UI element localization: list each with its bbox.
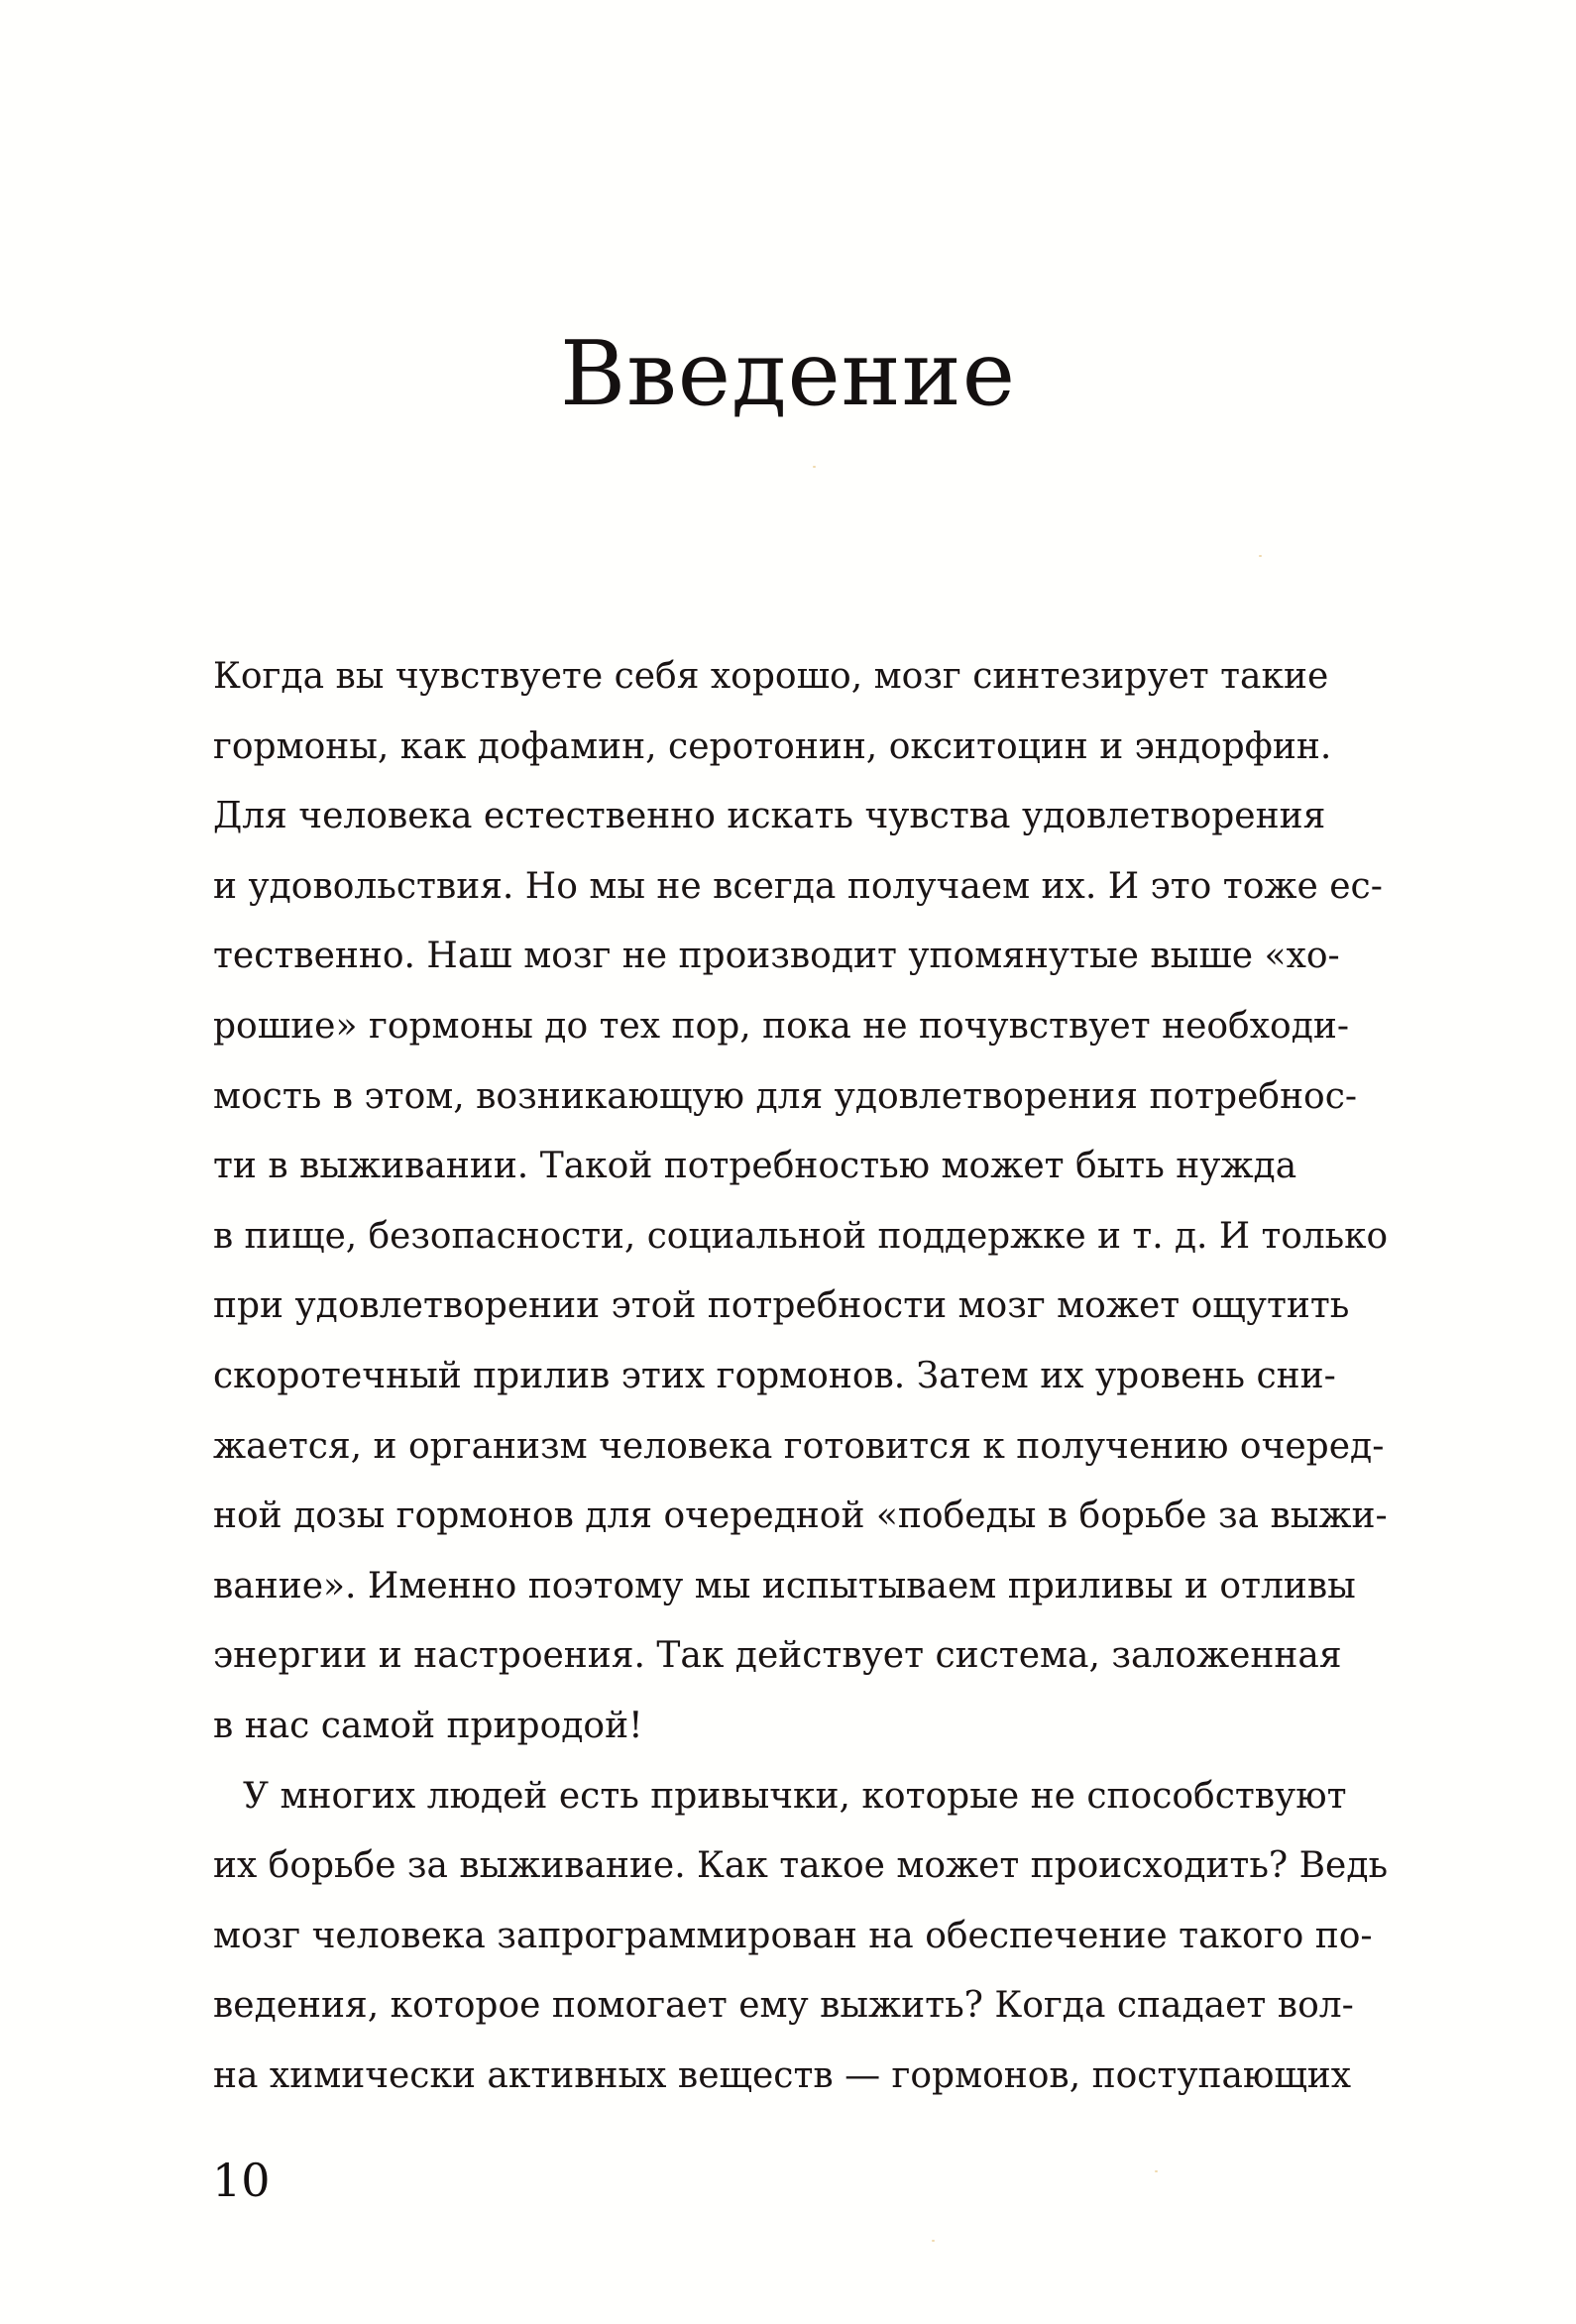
page-number: 10 [212,2154,271,2207]
text-line: их борьбе за выживание. Как такое может происходить? Ведь [213,1845,1389,1887]
text-line: ведения, которое помогает ему выжить? Когда спадает вол- [213,1985,1354,2027]
scan-speck [1259,555,1262,557]
text-line: жается, и организм человека готовится к получению очеред- [213,1425,1385,1467]
text-line: мозг человека запрограммирован на обеспечение такого по- [213,1915,1373,1956]
scan-speck [1155,2170,1158,2172]
text-line: тественно. Наш мозг не производит упомянутые выше «хо- [213,936,1340,977]
text-line: Для человека естественно искать чувства удовлетворения [213,796,1326,837]
text-line: вание». Именно поэтому мы испытываем приливы и отливы [213,1565,1356,1606]
body-text [213,642,1452,2111]
text-line: гормоны, как дофамин, серотонин, окситоцин и эндорфин. [213,725,1332,767]
paragraph [213,642,1452,1762]
chapter-title: Введение [560,322,1016,426]
text-line: в нас самой природой! [213,1705,643,1746]
text-line: в пище, безопасности, социальной поддержке и т. д. И только [213,1215,1389,1257]
text-line: энергии и настроения. Так действует система, заложенная [213,1635,1342,1677]
text-line: скоротечный прилив этих гормонов. Затем их уровень сни- [213,1355,1336,1396]
text-line: мость в этом, возникающую для удовлетворения потребнос- [213,1075,1358,1117]
text-line: У многих людей есть привычки, которые не способствуют [243,1775,1347,1817]
paragraph [213,1762,1452,2112]
scan-speck [813,466,816,468]
scan-speck [932,2240,935,2242]
text-line: при удовлетворении этой потребности мозг может ощутить [213,1285,1350,1327]
text-line: на химически активных веществ — гормонов, поступающих [213,2054,1352,2096]
text-line: ной дозы гормонов для очередной «победы в борьбе за выжи- [213,1495,1388,1537]
text-line: Когда вы чувствуете себя хорошо, мозг синтезирует такие [213,656,1329,697]
text-line: рошие» гормоны до тех пор, пока не почувствует необходи- [213,1005,1350,1047]
text-line: ти в выживании. Такой потребностью может быть нужда [213,1146,1297,1187]
text-line: и удовольствия. Но мы не всегда получаем их. И это тоже ес- [213,865,1383,907]
